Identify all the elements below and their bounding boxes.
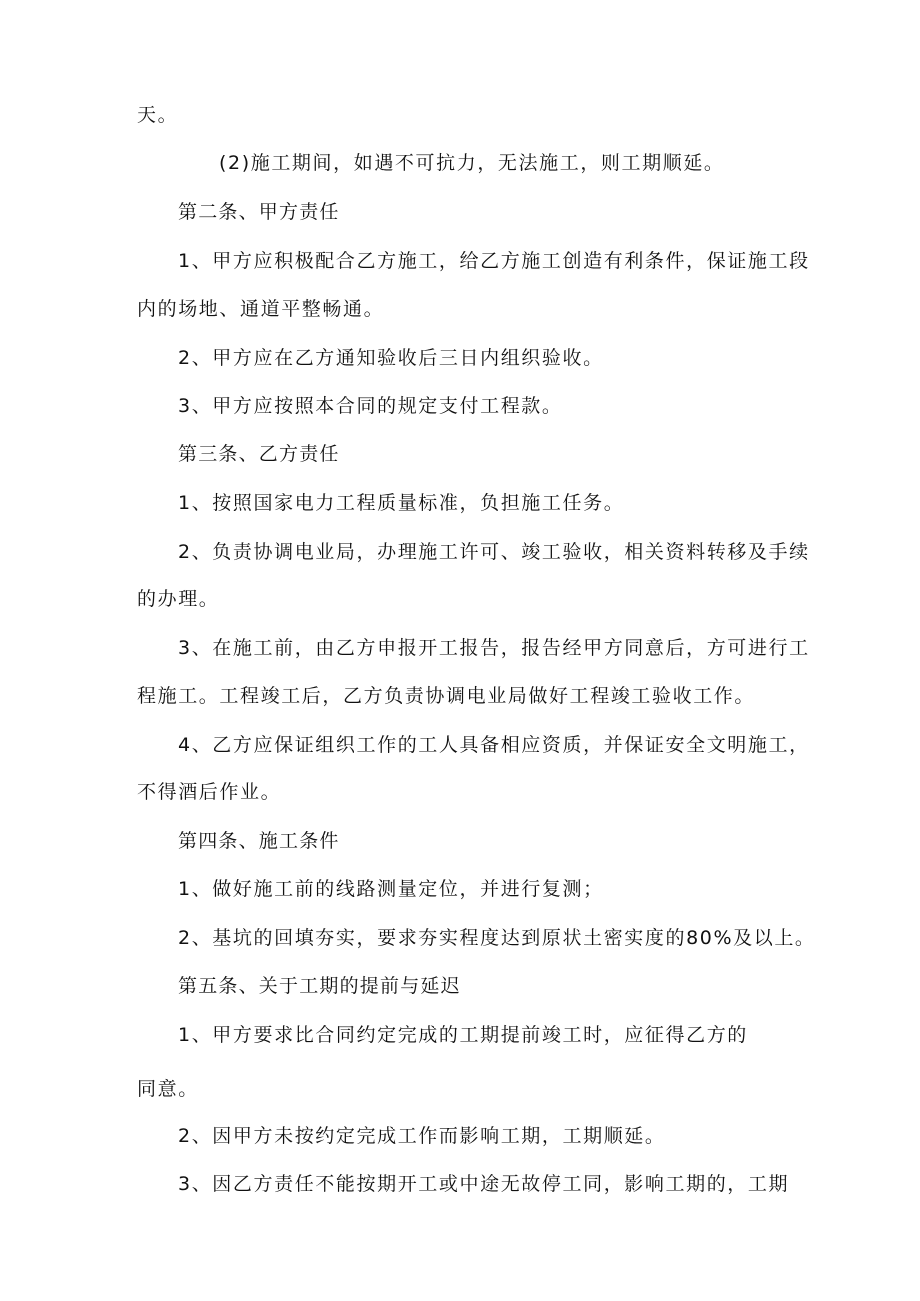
- section-heading: 第二条、甲方责任: [178, 201, 340, 223]
- text-line: 3、因乙方责任不能按期开工或中途无故停工同，影响工期的，工期: [178, 1173, 790, 1195]
- text-line: 1、做好施工前的线路测量定位，并进行复测；: [178, 878, 604, 900]
- section-heading: 第三条、乙方责任: [178, 443, 340, 465]
- text-line: 2、负责协调电业局，办理施工许可、竣工验收，相关资料转移及手续: [178, 541, 810, 563]
- text-line: 内的场地、通道平整畅通。: [137, 298, 385, 320]
- text-line: 1、甲方应积极配合乙方施工，给乙方施工创造有利条件，保证施工段: [178, 250, 810, 272]
- text-line: 程施工。工程竣工后，乙方负责协调电业局做好工程竣工验收工作。: [137, 685, 756, 707]
- text-line: 2、因甲方未按约定完成工作而影响工期，工期顺延。: [178, 1125, 666, 1147]
- text-line: 天。: [137, 104, 179, 126]
- text-line: 1、甲方要求比合同约定完成的工期提前竣工时，应征得乙方的: [178, 1024, 748, 1046]
- text-line: 1、按照国家电力工程质量标准，负担施工任务。: [178, 492, 625, 514]
- text-line: 4、乙方应保证组织工作的工人具备相应资质，并保证安全文明施工，: [178, 734, 810, 756]
- section-heading: 第五条、关于工期的提前与延迟: [178, 975, 461, 997]
- section-heading: 第四条、施工条件: [178, 830, 340, 852]
- text-line: 3、在施工前，由乙方申报开工报告，报告经甲方同意后，方可进行工: [178, 637, 810, 659]
- text-line: 2、基坑的回填夯实，要求夯实程度达到原状土密实度的80%及以上。: [178, 927, 816, 949]
- text-line: (2)施工期间，如遇不可抗力，无法施工，则工期顺延。: [219, 152, 725, 174]
- text-line: 不得酒后作业。: [137, 781, 282, 803]
- text-line: 2、甲方应在乙方通知验收后三日内组织验收。: [178, 347, 604, 369]
- text-line: 的办理。: [137, 588, 220, 610]
- text-line: 3、甲方应按照本合同的规定支付工程款。: [178, 395, 563, 417]
- text-line: 同意。: [137, 1078, 199, 1100]
